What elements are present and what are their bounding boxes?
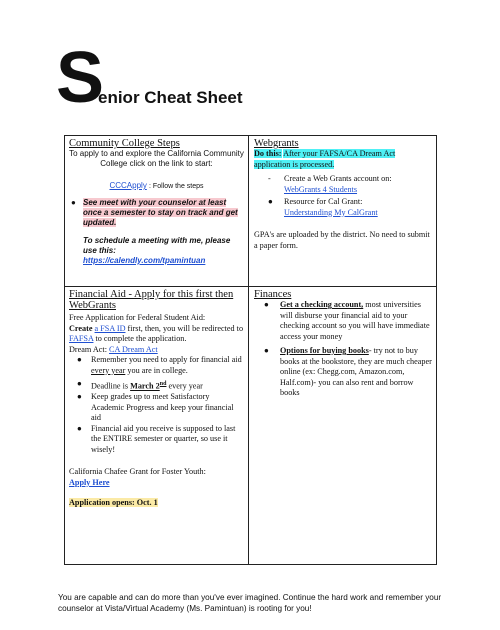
list-item bbox=[69, 424, 244, 456]
webgrants-4-students-link[interactable]: WebGrants 4 Students bbox=[284, 184, 358, 194]
list-item bbox=[254, 174, 432, 195]
community-college-header: Community College Steps bbox=[69, 138, 180, 149]
b4-text: Financial aid you receive is supposed to last the ENTIRE semester or quarter, so use it wisely! bbox=[91, 423, 236, 454]
buying-books-text: - try not to buy books at the bookstore, they are much cheaper online (ex: Chegg.com, Amazon.com, Half.com)- you can also rent and borrow books bbox=[280, 346, 432, 397]
dream-act-line bbox=[69, 345, 244, 356]
community-college-intro: To apply to and explore the California Community College click on the link to start: bbox=[69, 149, 244, 168]
do-this-text: After your FAFSA/CA Dream Act application is processed. bbox=[254, 149, 396, 169]
bullet-icon: ● bbox=[264, 346, 269, 355]
list-item bbox=[254, 197, 432, 218]
chafee-text: California Chafee Grant for Foster Youth: bbox=[69, 467, 206, 477]
list-item bbox=[69, 379, 244, 392]
b1-post: you are in college. bbox=[125, 365, 188, 375]
buying-books-bold: Options for buying books bbox=[280, 346, 369, 355]
list-item bbox=[69, 392, 244, 424]
do-this-label: Do this: bbox=[254, 149, 282, 158]
webgrants-cell bbox=[249, 136, 437, 286]
financial-aid-bullets bbox=[69, 355, 244, 455]
application-opens: Application opens: Oct. 1 bbox=[69, 498, 158, 508]
bullet-icon: ● bbox=[77, 423, 82, 433]
fafsa-link[interactable]: FAFSA bbox=[69, 334, 94, 343]
b2-text: Deadline is bbox=[91, 381, 131, 391]
b2-deadline: March 2 bbox=[130, 381, 160, 391]
list-item bbox=[69, 198, 244, 228]
fafsa-instructions bbox=[69, 324, 244, 345]
fsa-id-link[interactable]: a FSA ID bbox=[94, 323, 126, 333]
after-fsa-text: first, then, you will be redirected to bbox=[125, 323, 244, 333]
finances-header: Finances bbox=[254, 289, 292, 300]
cccapply-link[interactable]: CCCApply bbox=[109, 181, 147, 190]
do-this-note bbox=[254, 149, 432, 170]
gpa-note: GPA's are uploaded by the district. No need to submit a paper form. bbox=[254, 230, 430, 250]
title-big-letter: S bbox=[56, 38, 105, 118]
bullet-icon: ● bbox=[268, 197, 273, 206]
financial-aid-header: Financial Aid - Apply for this first then WebGrants bbox=[69, 289, 234, 311]
b3-text: Keep grades up to meet Satisfactory Academic Progress and keep your financial aid bbox=[91, 392, 234, 423]
webgrants-item1-text: Create a Web Grants account on: bbox=[284, 174, 392, 183]
bullet-icon: ● bbox=[264, 300, 269, 309]
bullet-icon: ● bbox=[77, 379, 82, 388]
checking-account-text: most universities will disburse your financial aid to your checking account so you will have immediate access your money bbox=[280, 300, 430, 341]
create-label: Create bbox=[69, 323, 93, 333]
schedule-text: To schedule a meeting with me, please use this: bbox=[83, 236, 231, 255]
checking-account-bold: Get a checking account, bbox=[280, 300, 364, 309]
cccapply-suffix: : Follow the steps bbox=[149, 183, 204, 190]
webgrants-item2-text: Resource for Cal Grant: bbox=[284, 197, 363, 206]
cheat-sheet-table bbox=[64, 135, 437, 565]
finances-cell bbox=[249, 287, 437, 565]
ca-dream-act-link[interactable]: CA Dream Act bbox=[109, 344, 158, 354]
webgrants-header: Webgrants bbox=[254, 138, 299, 149]
community-college-bullets bbox=[69, 198, 244, 228]
financial-aid-cell bbox=[65, 287, 248, 565]
b1-text: Remember you need to apply for financial aid bbox=[91, 355, 242, 364]
counselor-bullet-text: See meet with your counselor at least once a semester to stay on track and get updated. bbox=[83, 198, 238, 227]
webgrants-list bbox=[254, 174, 432, 218]
apply-here-link[interactable]: Apply Here bbox=[69, 477, 110, 487]
calendly-link[interactable]: https://calendly.com/tpamintuan bbox=[83, 256, 206, 265]
b1-underline: every year bbox=[91, 365, 126, 375]
footer-message: You are capable and can do more than you've ever imagined. Continue the hard work and remember your counselor at Vista/Virtual Academy (Ms. Pamintuan) is rooting for you! bbox=[58, 593, 442, 613]
b2-post: every year bbox=[166, 381, 203, 391]
list-item bbox=[254, 346, 432, 399]
title-text: enior Cheat Sheet bbox=[98, 88, 243, 107]
after-fafsa-text: to complete the application. bbox=[93, 334, 187, 343]
list-item bbox=[254, 300, 432, 342]
cccapply-row bbox=[69, 181, 244, 192]
fafsa-line1: Free Application for Federal Student Aid: bbox=[69, 313, 206, 322]
community-college-cell bbox=[65, 136, 248, 286]
dream-label: Dream Act: bbox=[69, 344, 110, 354]
bullet-icon: ● bbox=[77, 355, 82, 364]
bullet-icon: ● bbox=[71, 198, 76, 207]
dash-icon: - bbox=[268, 174, 271, 183]
bullet-icon: ● bbox=[77, 392, 82, 402]
finances-bullets bbox=[254, 300, 432, 399]
understanding-calgrant-link[interactable]: Understanding My CalGrant bbox=[284, 207, 378, 217]
list-item bbox=[69, 355, 244, 376]
b2-sup: nd bbox=[159, 381, 167, 387]
